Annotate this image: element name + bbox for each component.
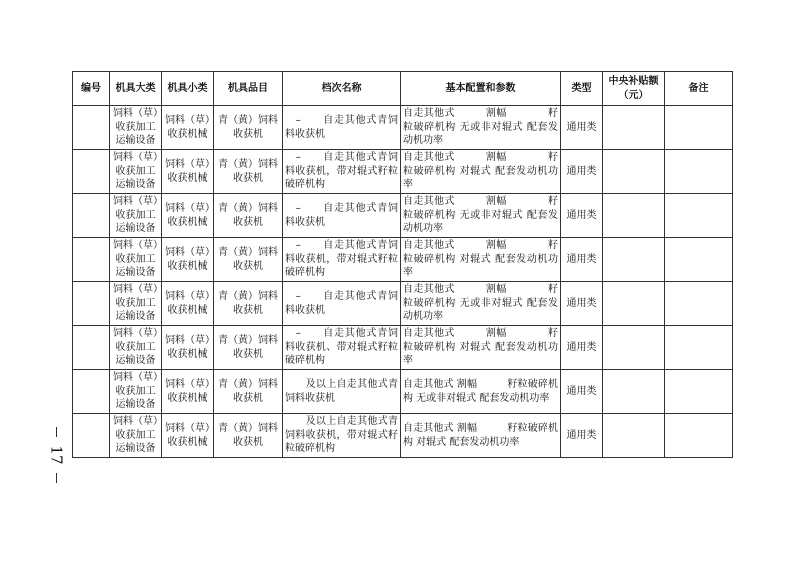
cell-config: 自走其他式 割幅 籽粒破碎机构 对辊式 配套发动机功率 (401, 238, 561, 282)
cell-subsidy (603, 150, 665, 194)
cell-major: 饲料（草）收获加工运输设备 (110, 106, 162, 150)
cell-minor: 饲料（草）收获机械 (162, 106, 214, 150)
header-remark: 备注 (665, 72, 733, 106)
cell-no (73, 150, 110, 194)
cell-config: 自走其他式 割幅 籽粒破碎机构 无或非对辊式 配套发动机功率 (401, 282, 561, 326)
cell-type: 通用类 (561, 326, 603, 370)
cell-type: 通用类 (561, 238, 603, 282)
cell-grade: – 自走其他式青饲料收获机，带对辊式籽粒破碎机构 (283, 150, 401, 194)
cell-grade: – 自走其他式青饲料收获机、带对辊式籽粒破碎机构 (283, 326, 401, 370)
table-row (73, 282, 733, 326)
page-number-text: 17 (48, 445, 66, 465)
cell-item: 青（黄）饲料收获机 (214, 150, 283, 194)
cell-no (73, 194, 110, 238)
cell-minor: 饲料（草）收获机械 (162, 238, 214, 282)
header-type: 类型 (561, 72, 603, 106)
cell-minor: 饲料（草）收获机械 (162, 326, 214, 370)
cell-grade: – 自走其他式青饲料收获机 (283, 194, 401, 238)
header-row (73, 72, 733, 106)
cell-remark (665, 326, 733, 370)
cell-item: 青（黄）饲料收获机 (214, 282, 283, 326)
header-no: 编号 (73, 72, 110, 106)
cell-config: 自走其他式 割幅 籽粒破碎机构 无或非对辊式 配套发动机功率 (401, 370, 561, 414)
header-item: 机具品目 (214, 72, 283, 106)
cell-grade: 及以上自走其他式青饲料收获机 (283, 370, 401, 414)
cell-remark (665, 238, 733, 282)
header-major-category: 机具大类 (110, 72, 162, 106)
cell-minor: 饲料（草）收获机械 (162, 282, 214, 326)
cell-major: 饲料（草）收获加工运输设备 (110, 370, 162, 414)
cell-item: 青（黄）饲料收获机 (214, 238, 283, 282)
cell-type: 通用类 (561, 150, 603, 194)
cell-item: 青（黄）饲料收获机 (214, 326, 283, 370)
cell-major: 饲料（草）收获加工运输设备 (110, 282, 162, 326)
cell-remark (665, 106, 733, 150)
cell-major: 饲料（草）收获加工运输设备 (110, 414, 162, 458)
table-row (73, 150, 733, 194)
cell-subsidy (603, 414, 665, 458)
cell-major: 饲料（草）收获加工运输设备 (110, 194, 162, 238)
cell-subsidy (603, 370, 665, 414)
cell-config: 自走其他式 割幅 籽粒破碎机构 无或非对辊式 配套发动机功率 (401, 194, 561, 238)
cell-subsidy (603, 106, 665, 150)
cell-item: 青（黄）饲料收获机 (214, 414, 283, 458)
header-minor-category: 机具小类 (162, 72, 214, 106)
cell-item: 青（黄）饲料收获机 (214, 194, 283, 238)
cell-no (73, 326, 110, 370)
table-row (73, 414, 733, 458)
table-row (73, 194, 733, 238)
cell-grade: – 自走其他式青饲料收获机 (283, 106, 401, 150)
cell-remark (665, 194, 733, 238)
cell-config: 自走其他式 割幅 籽粒破碎机构 对辊式 配套发动机功率 (401, 150, 561, 194)
cell-subsidy (603, 194, 665, 238)
cell-subsidy (603, 326, 665, 370)
cell-no (73, 238, 110, 282)
cell-type: 通用类 (561, 370, 603, 414)
cell-major: 饲料（草）收获加工运输设备 (110, 238, 162, 282)
cell-config: 自走其他式 割幅 籽粒破碎机构 对辊式 配套发动机功率 (401, 326, 561, 370)
cell-subsidy (603, 238, 665, 282)
cell-item: 青（黄）饲料收获机 (214, 106, 283, 150)
cell-major: 饲料（草）收获加工运输设备 (110, 326, 162, 370)
cell-no (73, 282, 110, 326)
cell-no (73, 106, 110, 150)
cell-remark (665, 370, 733, 414)
cell-remark (665, 150, 733, 194)
cell-no (73, 414, 110, 458)
header-subsidy: 中央补贴额（元） (603, 72, 665, 106)
cell-config: 自走其他式 割幅 籽粒破碎机构 对辊式 配套发动机功率 (401, 414, 561, 458)
cell-no (73, 370, 110, 414)
page-number-rule-top (56, 427, 57, 437)
cell-minor: 饲料（草）收获机械 (162, 194, 214, 238)
cell-type: 通用类 (561, 106, 603, 150)
cell-major: 饲料（草）收获加工运输设备 (110, 150, 162, 194)
cell-grade: – 自走其他式青饲料收获机，带对辊式籽粒破碎机构 (283, 238, 401, 282)
cell-type: 通用类 (561, 194, 603, 238)
page-number (42, 425, 72, 485)
cell-minor: 饲料（草）收获机械 (162, 370, 214, 414)
cell-remark (665, 414, 733, 458)
header-grade-name: 档次名称 (283, 72, 401, 106)
table-row (73, 238, 733, 282)
header-config: 基本配置和参数 (401, 72, 561, 106)
cell-grade: 及以上自走其他式青饲料收获机，带对辊式籽粒破碎机构 (283, 414, 401, 458)
cell-minor: 饲料（草）收获机械 (162, 150, 214, 194)
page-number-rule-bottom (56, 473, 57, 483)
subsidy-spec-table (72, 71, 733, 458)
cell-subsidy (603, 282, 665, 326)
cell-config: 自走其他式 割幅 籽粒破碎机构 无或非对辊式 配套发动机功率 (401, 106, 561, 150)
table-row (73, 370, 733, 414)
cell-item: 青（黄）饲料收获机 (214, 370, 283, 414)
cell-minor: 饲料（草）收获机械 (162, 414, 214, 458)
cell-remark (665, 282, 733, 326)
cell-type: 通用类 (561, 414, 603, 458)
table-row (73, 106, 733, 150)
cell-grade: – 自走其他式青饲料收获机 (283, 282, 401, 326)
cell-type: 通用类 (561, 282, 603, 326)
table-row (73, 326, 733, 370)
